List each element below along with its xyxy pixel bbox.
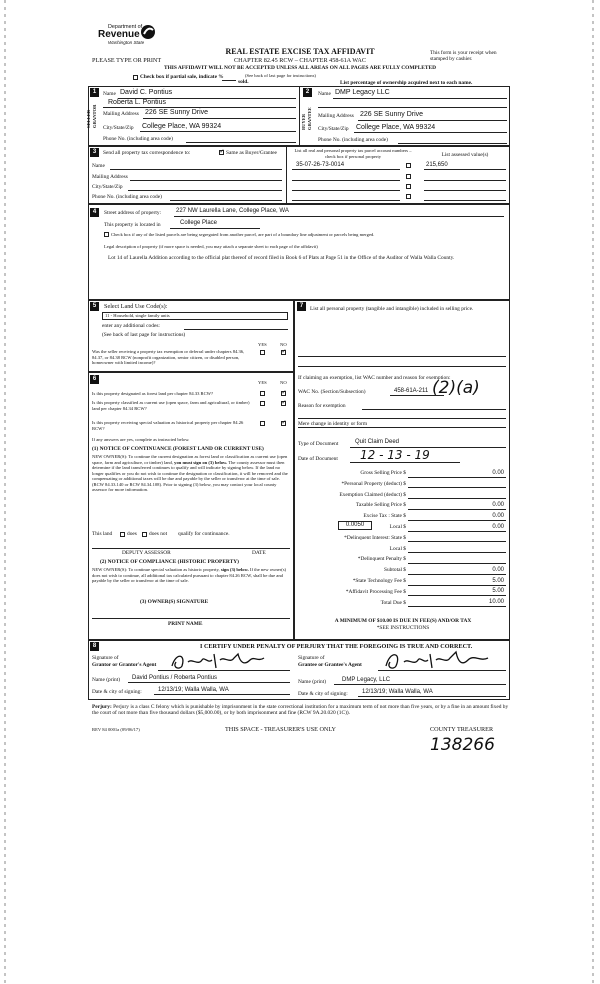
buyer-name2-line [318, 107, 507, 108]
tax-row-label: Subtotal $ [383, 567, 406, 574]
does-checkbox[interactable] [120, 532, 125, 537]
tax-row-value[interactable]: 0.00 [492, 469, 504, 476]
section-1-2-divider [299, 86, 300, 146]
historic-text2: If the new owner(s) does not wish to continue, all additional tax calculated pursuant to chapter 84.26 RCW, shall be due and payable by the seller or transferor at the time of sale. [92, 567, 287, 583]
same-as-buyer-checkbox[interactable] [219, 150, 224, 155]
q-forest-land: Is this property designated as forest land per chapter 84.33 RCW? [92, 391, 214, 396]
tax-row-label: Local $ [389, 524, 406, 530]
personal-prop-checkbox-1[interactable] [406, 163, 411, 168]
send-correspondence-label: Send all property tax correspondence to: [103, 150, 191, 156]
section-7-number: 7 [297, 302, 306, 311]
tax-row-label: Total Due $ [380, 599, 406, 606]
tax-row-value[interactable]: 0.00 [492, 501, 504, 508]
wac-value[interactable]: 458-61A-211 [394, 388, 429, 394]
deputy-date-label: DATE [252, 550, 266, 556]
grantee-name-label: Name (print) [298, 679, 326, 685]
exemption-question: Was the seller receiving a property tax exemption or deferral under chapters 84.36, 84.37, or 84.38 RCW (nonprofit organization, senior citizen, or disabled person, homeowner with limited income)? [92, 349, 245, 365]
deputy-line [92, 548, 290, 549]
s3-phone-label: Phone No. (including area code) [92, 194, 162, 200]
tax-row-label: *Delinquent Interest: State $ [344, 534, 406, 541]
sold-label: sold. [238, 79, 249, 85]
see-back-note: (See back of last page for instructions) [245, 73, 316, 78]
does-label: does [127, 531, 137, 537]
wac-label: WAC No. (Section/Subsection) [298, 389, 366, 395]
tax-row-label: *Delinquent Penalty $ [357, 556, 406, 563]
tax-row-label: Local $ [389, 545, 406, 552]
sig-grantee-label2: Grantee or Grantee's Agent [298, 662, 362, 668]
buyer-mail-line [358, 120, 507, 121]
does-not-checkbox[interactable] [142, 532, 147, 537]
grantor-date-line [154, 694, 290, 695]
certify-statement: I CERTIFY UNDER PENALTY OF PERJURY THAT THE FOREGOING IS TRUE AND CORRECT. [200, 643, 473, 650]
doc-date-line [350, 462, 460, 463]
parcel-line-3 [292, 190, 400, 191]
tax-row-line [408, 585, 506, 586]
s6-no-header: NO [280, 380, 287, 385]
continuance-title: (1) NOTICE OF CONTINUANCE (FOREST LAND OR CURRENT USE) [92, 446, 264, 452]
street-label: Street address of property: [104, 210, 162, 216]
tax-row-line [408, 606, 506, 607]
dept-line2: Revenue [98, 29, 140, 41]
tax-row-value[interactable]: 5.00 [492, 577, 504, 584]
land-use-label: Select Land Use Code(s): [104, 303, 168, 310]
located-value[interactable]: College Place [180, 220, 218, 226]
assessed-line-2 [424, 180, 506, 181]
s3-name-label: Name [92, 163, 105, 169]
grantee-name-value[interactable]: DMP Legacy, LLC [342, 677, 391, 683]
tax-row-line [408, 498, 506, 499]
seller-name2[interactable]: Roberta L. Pontius [108, 99, 166, 106]
sig-grantee-label1: Signature of [298, 655, 325, 661]
s5-exemption-no[interactable] [281, 350, 286, 355]
grantee-date-value[interactable]: 12/13/19; Walla Walla, WA [362, 689, 433, 695]
tax-row-line [408, 487, 506, 488]
s3-name-line [110, 169, 282, 170]
grantor-date-value[interactable]: 12/13/19; Walla Walla, WA [158, 687, 229, 693]
grantee-signature [382, 648, 502, 672]
sig-grantor-label1: Signature of [92, 655, 119, 661]
grantee-name-line [334, 684, 506, 685]
seller-name1[interactable]: David C. Pontius [120, 89, 173, 96]
seller-mail-line [143, 118, 296, 119]
s5-no-header: NO [280, 342, 287, 347]
tax-row-value[interactable]: 0.00 [492, 566, 504, 573]
historic-text1: NEW OWNER(S): To continue special valuation as historic property, [92, 567, 220, 572]
section-6-number: 6 [90, 375, 99, 384]
tax-row-value[interactable]: 0.00 [492, 523, 504, 530]
doc-type-value[interactable]: Quit Claim Deed [355, 439, 400, 445]
seller-city-label: City/State/Zip [103, 125, 134, 131]
assessed-line-4 [424, 200, 506, 201]
buyer-mail[interactable]: 226 SE Sunny Drive [360, 111, 424, 118]
reason-label: Reason for exemption [298, 403, 346, 409]
personal-property-label: List all personal property (tangible and intangible) included in selling price. [310, 306, 474, 312]
this-land-label: This land [92, 531, 113, 537]
q-historic: Is this property receiving special valuation as historical property per chapter 84.26 RCW? [92, 420, 244, 431]
tax-row-line [408, 595, 506, 596]
buyer-city[interactable]: College Place, WA 99324 [356, 124, 436, 131]
qualify-label: qualify for continuance. [178, 531, 230, 537]
exemption-claim-label: If claiming an exemption, list WAC number and reason for exemption: [298, 375, 451, 381]
reason-value[interactable]: Mere change in identity or form [298, 421, 368, 427]
scan-edge-right [592, 0, 594, 984]
tax-row-label: *State Technology Fee $ [352, 578, 406, 584]
assessed-line-1 [424, 169, 506, 170]
buyer-phone-label: Phone No. (including area code) [318, 137, 388, 143]
wac-handwritten: (2)(a) [432, 378, 480, 398]
form-warning: THIS AFFIDAVIT WILL NOT BE ACCEPTED UNLESS ALL AREAS ON ALL PAGES ARE FULLY COMPLETED [163, 65, 436, 71]
assessed-header: List assessed value(s) [441, 152, 489, 158]
owner-signature-line [92, 618, 290, 619]
doc-date-handwritten: 12 - 13 - 19 [360, 448, 430, 462]
seller-mail[interactable]: 226 SE Sunny Drive [145, 109, 209, 116]
continuance-text [92, 454, 290, 493]
grantor-name-value[interactable]: David Pontius / Roberta Pontius [132, 675, 218, 681]
s3-mail-line [130, 180, 282, 181]
buyer-name-label: Name [318, 91, 331, 97]
historic-title: (2) NOTICE OF COMPLIANCE (HISTORIC PROPERTY) [100, 559, 239, 565]
tax-row-line [408, 563, 506, 564]
tax-row-line [408, 541, 506, 542]
local-rate-value: 0.0050 [345, 522, 365, 528]
seller-city[interactable]: College Place, WA 99324 [142, 123, 222, 130]
tax-row-label: *Affidavit Processing Fee $ [345, 588, 406, 595]
tax-row-line [408, 552, 506, 553]
tax-row-line [408, 520, 506, 521]
section-3-number: 3 [90, 148, 99, 157]
street-value[interactable]: 227 NW Laurella Lane, College Place, WA [176, 208, 289, 214]
s3-mail-label: Mailing Address [92, 174, 128, 180]
reason-line3 [298, 427, 506, 428]
grantor-date-label: Date & city of signing: [92, 689, 142, 695]
form-chapter: CHAPTER 82.45 RCW – CHAPTER 458-61A WAC [234, 57, 366, 64]
dor-swoosh-icon [140, 24, 156, 40]
additional-codes-line [184, 329, 288, 330]
section-3-divider [286, 146, 287, 204]
q-forest-no[interactable] [281, 391, 286, 396]
continuance-text1: NEW OWNER(S): To continue the current designation as forest land or classification as current use (open space, farm and agriculture, or timber) land, [92, 454, 288, 465]
doc-type-label: Type of Document [298, 441, 339, 447]
tax-row-line [408, 477, 506, 478]
does-not-label: does not [149, 531, 168, 537]
deputy-label: DEPUTY ASSESSOR [122, 550, 171, 556]
section-4-number: 4 [90, 208, 99, 217]
grantor-name-label: Name (print) [92, 677, 120, 683]
grantee-date-line [358, 696, 506, 697]
sig-grantor-label2: Grantor or Grantor's Agent [92, 662, 157, 668]
q-current-use: Is this property classified as current use (open space, farm and agricultural, or timber) land per chapter 84.34 RCW? [92, 400, 250, 411]
parcel-1[interactable]: 35-07-26-73-0014 [296, 162, 345, 168]
tax-row-label: Excise Tax : State $ [363, 513, 406, 520]
county-treasurer-label: COUNTY TREASURER [430, 726, 494, 733]
personal-prop-checkbox-2[interactable] [406, 174, 411, 179]
tax-row-label: Gross Selling Price $ [360, 470, 406, 476]
seller-name-label: Name [103, 91, 116, 97]
receipt-note: This form is your receipt when stamped by cashier. [430, 50, 497, 63]
grantee-sig-line [378, 670, 506, 671]
q-current-use-no[interactable] [281, 401, 286, 406]
dor-logo [92, 24, 162, 46]
personal-prop-checkbox-4[interactable] [406, 194, 411, 199]
grantor-signature [168, 650, 278, 672]
seller-side-label: SELLER GRANTOR [86, 104, 97, 128]
tax-row-label: *Personal Property (deduct) $ [341, 480, 406, 487]
section-4-frame [88, 204, 510, 300]
print-name-label: PRINT NAME [168, 621, 203, 627]
additional-codes-label: enter any additional codes: [102, 323, 160, 329]
q-historic-yes[interactable] [260, 421, 265, 426]
owner-signature-label: (3) OWNER(S) SIGNATURE [140, 599, 209, 605]
please-type: PLEASE TYPE OR PRINT [92, 57, 162, 64]
personal-prop-checkbox-3[interactable] [406, 184, 411, 189]
seller-city-line [140, 131, 296, 132]
legal-description[interactable]: Lot 14 of Laurella Addition according to the official plat thereof of record filed in Book 6 of Plats at Page 51 in the Office of the Auditor of Walla Walla County. [108, 255, 455, 261]
see-instructions-note: *SEE INSTRUCTIONS [376, 625, 430, 631]
perjury-bold: Perjury: [92, 704, 112, 710]
personal-property-line2 [298, 366, 506, 367]
historic-bold: sign (3) below. [220, 567, 249, 572]
form-title: REAL ESTATE EXCISE TAX AFFIDAVIT [225, 47, 375, 56]
parcel-line-2 [292, 180, 400, 181]
parcel-line-4 [292, 200, 400, 201]
treasurer-use-label: THIS SPACE - TREASURER'S USE ONLY [225, 726, 337, 733]
doc-date-label: Date of Document [298, 456, 338, 462]
s5-exemption-yes[interactable] [260, 350, 265, 355]
legal-label: Legal description of property (if more space is needed, you may attach a separate sheet to each page of the affidavit) [104, 244, 318, 249]
assessed-1[interactable]: 215,650 [426, 162, 448, 168]
section-8-number: 8 [90, 642, 99, 651]
s5-see-back: (See back of last page for instructions) [102, 332, 186, 338]
reason-line [362, 409, 506, 410]
grantee-date-label: Date & city of signing: [298, 691, 348, 697]
wac-line [390, 395, 444, 396]
q-current-use-yes[interactable] [260, 401, 265, 406]
perjury-text: Perjury is a class C felony which is punishable by imprisonment in the state correctional institution for a maximum term of not more than five years, or by a fine in an amount fixed by the court of not more than five thousand dollars ($5,000.00), or by both imprisonment and fine (RCW 9A.20.020 (1C)). [92, 704, 509, 717]
seller-name2-line [103, 107, 296, 108]
dept-line1: Department of [108, 24, 143, 30]
partial-sale-label: Check box if partial sale, indicate % [140, 74, 224, 80]
segregated-checkbox[interactable] [104, 232, 109, 237]
grantor-sig-line [158, 670, 290, 671]
parcel-header: List all real and personal property tax parcel account numbers – check box if personal property [294, 148, 412, 159]
segregated-label: Check box if any of the listed parcels are being segregated from another parcel, are part of a boundary line adjustment or parcels being merged. [111, 232, 375, 237]
tax-row-label: Exemption Claimed (deduct) $ [339, 491, 406, 498]
tax-row-line [408, 574, 506, 575]
buyer-name1[interactable]: DMP Legacy LLC [335, 89, 390, 96]
tax-row-line [408, 531, 506, 532]
historic-text [92, 567, 290, 584]
located-label: This property is located in [104, 222, 161, 228]
buyer-mail-label: Mailing Address [318, 113, 354, 119]
tax-row-line [408, 509, 506, 510]
parcel-line-1 [292, 169, 400, 170]
buyer-city-line [354, 132, 507, 133]
seller-phone-label: Phone No. (including area code) [103, 136, 173, 142]
buyer-side-label: BUYER GRANTEE [301, 107, 312, 130]
seller-phone-line [186, 142, 296, 143]
s5-yes-header: YES [258, 342, 267, 347]
seller-mail-label: Mailing Address [103, 111, 139, 117]
personal-property-line1 [298, 356, 506, 357]
same-as-buyer-label: Same as Buyer/Grantee [226, 150, 277, 156]
any-yes-note: If any answers are yes, complete as instructed below. [92, 437, 190, 442]
s3-city-line [128, 190, 282, 191]
located-line [170, 228, 260, 229]
perjury-notice [92, 704, 510, 717]
reason-line2 [298, 418, 506, 419]
continuance-bold: you must sign on (3) below. [174, 459, 228, 465]
scan-edge-left [4, 0, 6, 984]
tax-row-label: Taxable Selling Price $ [355, 502, 406, 509]
buyer-phone-line [398, 143, 507, 144]
tax-row-value[interactable]: 10.00 [488, 599, 504, 606]
tax-row-value[interactable]: 0.00 [492, 512, 504, 519]
list-pct-note: List percentage of ownership acquired next to each name. [340, 80, 473, 86]
continuance-text2: The county assessor must then determine if the land transferred continues to qualify and will indicate by signing below. If the land no longer qualifies or you do not wish to continue the designation or classification, it will be removed and the compensating or additional taxes will be due and payable by the seller or transferor at the time of sale. (RCW 84.33.140 or RCW 84.34.108). Prior to signing (3) below, you may contact your local county assessor for more information. [92, 459, 288, 492]
rev-number: REV 84 0001a (09/06/17) [92, 727, 140, 732]
partial-sale-checkbox[interactable] [133, 75, 138, 80]
land-use-value: 11 - Household, single family units [105, 313, 170, 318]
s3-city-label: City/State/Zip [92, 184, 123, 190]
buyer-city-label: City/State/Zip [318, 126, 349, 132]
street-line [174, 216, 504, 217]
section-1-number: 1 [90, 88, 99, 97]
section-5-number: 5 [90, 302, 99, 311]
partial-pct-line [222, 80, 236, 81]
stamp-number: 138266 [430, 735, 495, 755]
section-2-number: 2 [303, 88, 312, 97]
dept-line3: Washington State [108, 40, 145, 46]
minimum-due-note: A MINIMUM OF $10.00 IS DUE IN FEE(S) AND/OR TAX [334, 618, 472, 624]
q-forest-yes[interactable] [260, 391, 265, 396]
s3-phone-line [170, 200, 282, 201]
buyer-name1-line [333, 98, 507, 99]
tax-row-value[interactable]: 5.00 [492, 588, 504, 595]
grantor-name-line [128, 682, 290, 683]
s6-yes-header: YES [258, 380, 267, 385]
q-historic-no[interactable] [281, 421, 286, 426]
assessed-line-3 [424, 190, 506, 191]
